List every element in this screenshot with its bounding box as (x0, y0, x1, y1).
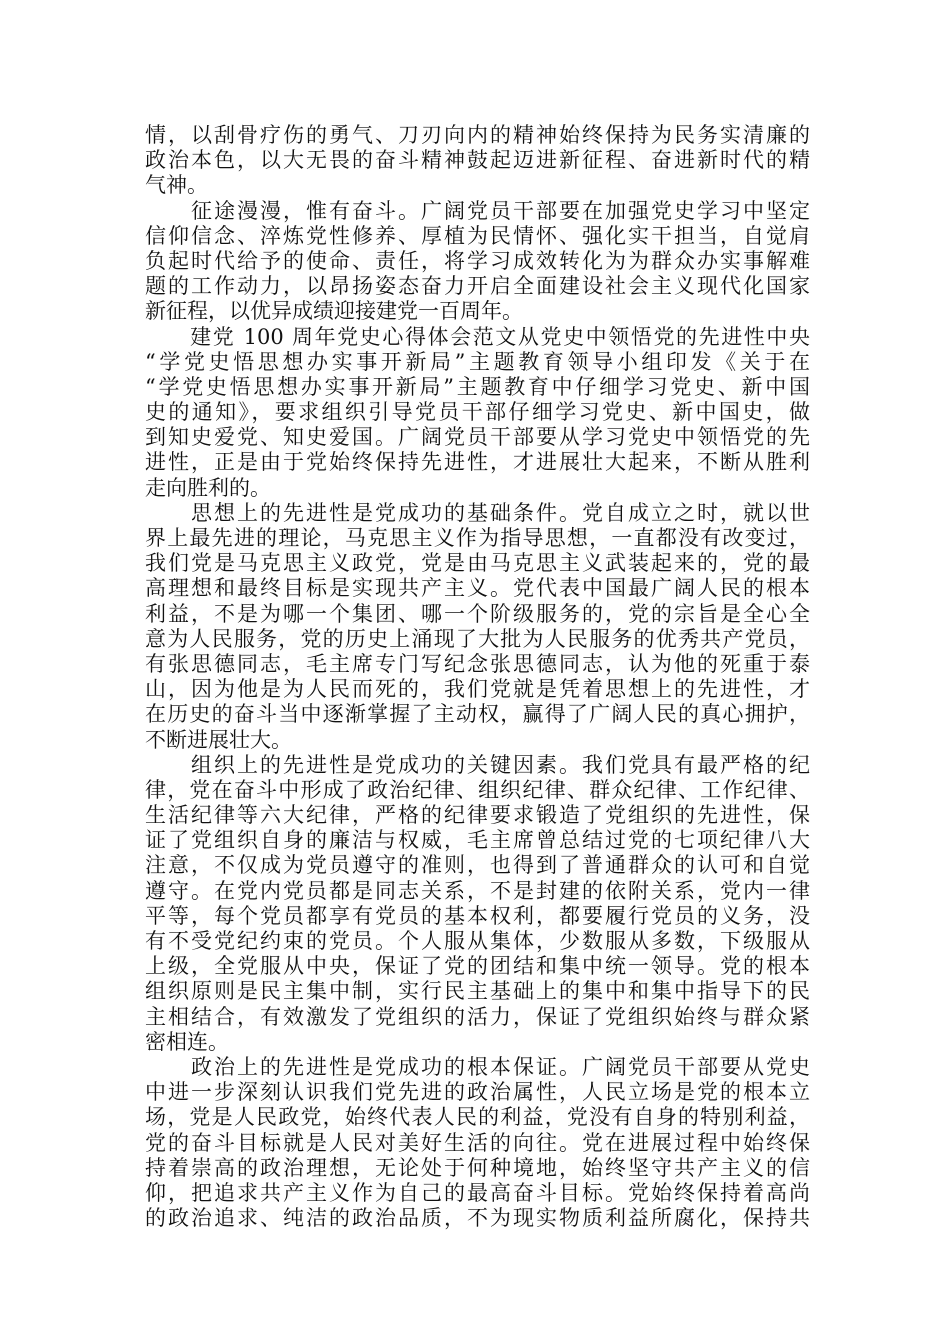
text-line: 利益，不是为哪一个集团、哪一个阶级服务的，党的宗旨是全心全 (145, 601, 810, 626)
text-line: “学党史悟思想办实事开新局”主题教育中仔细学习党史、新中国 (145, 374, 810, 399)
document-body (145, 123, 810, 1231)
text-line: 负起时代给予的使命、责任，将学习成效转化为为群众办实事解难 (145, 248, 810, 273)
text-line: 持着崇高的政治理想，无论处于何种境地，始终坚守共产主义的信 (145, 1155, 810, 1180)
text-line: 平等，每个党员都享有党员的基本权利，都要履行党员的义务，没 (145, 903, 810, 928)
text-line: 党的奋斗目标就是人民对美好生活的向往。党在进展过程中始终保 (145, 1130, 810, 1155)
text-line: 意为人民服务，党的历史上涌现了大批为人民服务的优秀共产党员， (145, 626, 810, 651)
text-line: 密相连。 (145, 1029, 229, 1054)
text-line: 史的通知》，要求组织引导党员干部仔细学习党史、新中国史，做 (145, 400, 810, 425)
text-line: 生活纪律等六大纪律，严格的纪律要求锻造了党组织的先进性，保 (145, 803, 810, 828)
text-line: 界上最先进的理论，马克思主义作为指导思想，一直都没有改变过， (145, 526, 810, 550)
text-line: 有张思德同志，毛主席专门写纪念张思德同志，认为他的死重于泰 (145, 651, 810, 676)
text-line: 情，以刮骨疗伤的勇气、刀刃向内的精神始终保持为民务实清廉的 (145, 123, 810, 147)
text-line: “学党史悟思想办实事开新局”主题教育领导小组印发《关于在 (145, 349, 810, 374)
paragraph-3 (145, 325, 810, 501)
text-line: 上级，全党服从中央，保证了党的团结和集中统一领导。党的根本 (145, 954, 810, 979)
text-line: 信仰信念、淬炼党性修养、厚植为民情怀、强化实干担当，自觉肩 (145, 223, 810, 248)
text-line: 仰，把追求共产主义作为自己的最高奋斗目标。党始终保持着高尚 (145, 1180, 810, 1205)
paragraph-4 (145, 501, 810, 753)
text-line: 证了党组织自身的廉洁与权威，毛主席曾总结过党的七项纪律八大 (145, 828, 810, 853)
text-line: 律，党在奋斗中形成了政治纪律、组织纪律、群众纪律、工作纪律、 (145, 777, 810, 802)
paragraph-2 (145, 199, 810, 325)
text-line: 主相结合，有效激发了党组织的活力，保证了党组织始终与群众紧 (145, 1004, 810, 1029)
text-line: 政治本色，以大无畏的奋斗精神鼓起迈进新征程、奋进新时代的精 (145, 148, 810, 173)
text-line: 有不受党纪约束的党员。个人服从集体，少数服从多数，下级服从 (145, 929, 810, 953)
text-line: 进性，正是由于党始终保持先进性，才进展壮大起来，不断从胜利 (145, 450, 810, 475)
text-line: 思想上的先进性是党成功的基础条件。党自成立之时，就以世 (145, 500, 810, 525)
text-line: 政治上的先进性是党成功的根本保证。广阔党员干部要从党史 (145, 1054, 810, 1079)
text-line: 题的工作动力，以昂扬姿态奋力开启全面建设社会主义现代化国家 (145, 274, 810, 299)
text-line: 我们党是马克思主义政党，党是由马克思主义武装起来的，党的最 (145, 551, 810, 576)
text-line: 气神。 (145, 173, 208, 198)
text-line: 建党 100 周年党史心得体会范文从党史中领悟党的先进性中央 (145, 324, 810, 349)
text-line: 场，党是人民政党，始终代表人民的利益，党没有自身的特别利益， (145, 1105, 810, 1130)
text-line: 组织上的先进性是党成功的关键因素。我们党具有最严格的纪 (145, 752, 810, 777)
text-line: 不断进展壮大。 (145, 727, 292, 752)
text-line: 在历史的奋斗当中逐渐掌握了主动权，赢得了广阔人民的真心拥护， (145, 702, 810, 727)
text-line: 征途漫漫，惟有奋斗。广阔党员干部要在加强党史学习中坚定 (145, 198, 810, 223)
text-line: 山，因为他是为人民而死的，我们党就是凭着思想上的先进性，才 (145, 677, 810, 702)
text-line: 组织原则是民主集中制，实行民主基础上的集中和集中指导下的民 (145, 979, 810, 1004)
text-line: 中进一步深刻认识我们党先进的政治属性，人民立场是党的根本立 (145, 1080, 810, 1105)
text-line: 注意，不仅成为党员遵守的准则，也得到了普通群众的认可和自觉 (145, 853, 810, 878)
paragraph-5 (145, 753, 810, 1055)
text-line: 到知史爱党、知史爱国。广阔党员干部要从学习党史中领悟党的先 (145, 425, 810, 450)
paragraph-1 (145, 123, 810, 199)
text-line: 高理想和最终目标是实现共产主义。党代表中国最广阔人民的根本 (145, 576, 810, 601)
text-line: 新征程，以优异成绩迎接建党一百周年。 (145, 299, 523, 324)
text-line: 走向胜利的。 (145, 475, 271, 500)
text-line: 的政治追求、纯洁的政治品质，不为现实物质利益所腐化，保持共 (145, 1206, 810, 1231)
paragraph-6 (145, 1055, 810, 1231)
text-line: 遵守。在党内党员都是同志关系，不是封建的依附关系，党内一律 (145, 878, 810, 903)
